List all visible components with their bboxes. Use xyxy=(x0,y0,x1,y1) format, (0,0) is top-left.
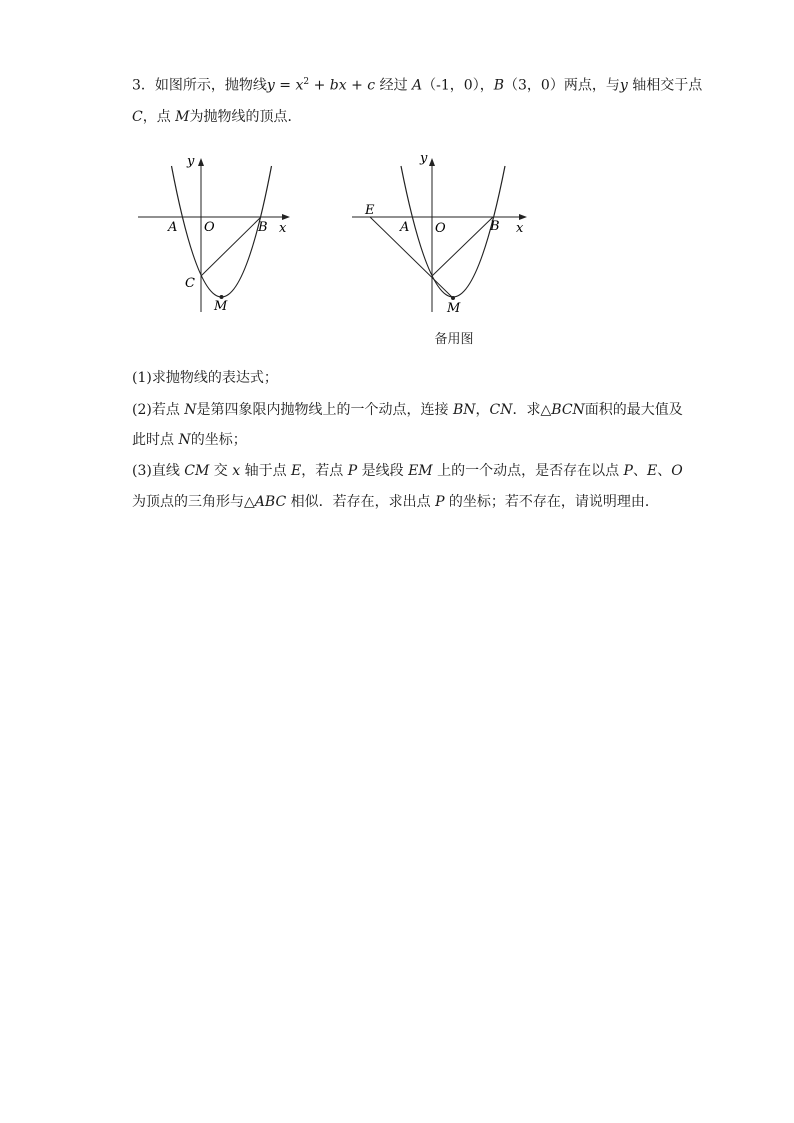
label-o: O xyxy=(435,221,446,236)
question-3-line-2: 为顶点的三角形与△ABC 相似．若存在，求出点 P 的坐标；若不存在，请说明理由． xyxy=(132,494,659,510)
label-a: A xyxy=(400,220,410,235)
label-x: x xyxy=(516,221,524,236)
y-axis-arrow xyxy=(198,158,204,166)
label-b: B xyxy=(258,220,268,235)
label-o: O xyxy=(204,220,215,235)
problem-line-1: 3．如图所示，抛物线$y = x^2$ + bx + c 经过 A（-1，0），B（3，0）两点，与y 轴相交于点 xyxy=(132,77,703,94)
y-axis-arrow xyxy=(429,158,435,166)
label-y: y xyxy=(420,151,428,166)
figure-2-caption: 备用图 xyxy=(434,332,474,347)
label-x: x xyxy=(279,221,287,236)
label-y: y xyxy=(187,154,195,169)
question-3-line-1: (3)直线 CM 交 x 轴于点 E，若点 P 是线段 EM 上的一个动点，是否存在以点 P、E、O xyxy=(132,463,683,479)
x-axis-arrow xyxy=(519,214,527,220)
label-b: B xyxy=(490,219,500,234)
problem-line-2: C，点 M为抛物线的顶点． xyxy=(132,109,302,125)
label-m: M xyxy=(447,301,461,316)
question-1: (1)求抛物线的表达式； xyxy=(132,370,278,386)
figure-2 xyxy=(350,148,540,318)
label-e: E xyxy=(365,203,375,218)
figure-1-svg xyxy=(130,148,300,318)
vertex-m-dot xyxy=(451,296,455,300)
label-c: C xyxy=(185,276,195,291)
x-axis-arrow xyxy=(282,214,290,220)
label-m: M xyxy=(214,299,228,314)
label-a: A xyxy=(168,220,178,235)
figure-2-svg xyxy=(350,148,540,318)
question-2-line-2: 此时点 N的坐标； xyxy=(132,432,247,448)
figure-1 xyxy=(130,148,300,318)
question-2-line-1: (2)若点 N是第四象限内抛物线上的一个动点，连接 BN，CN．求△BCN面积的最大值及 xyxy=(132,402,683,418)
